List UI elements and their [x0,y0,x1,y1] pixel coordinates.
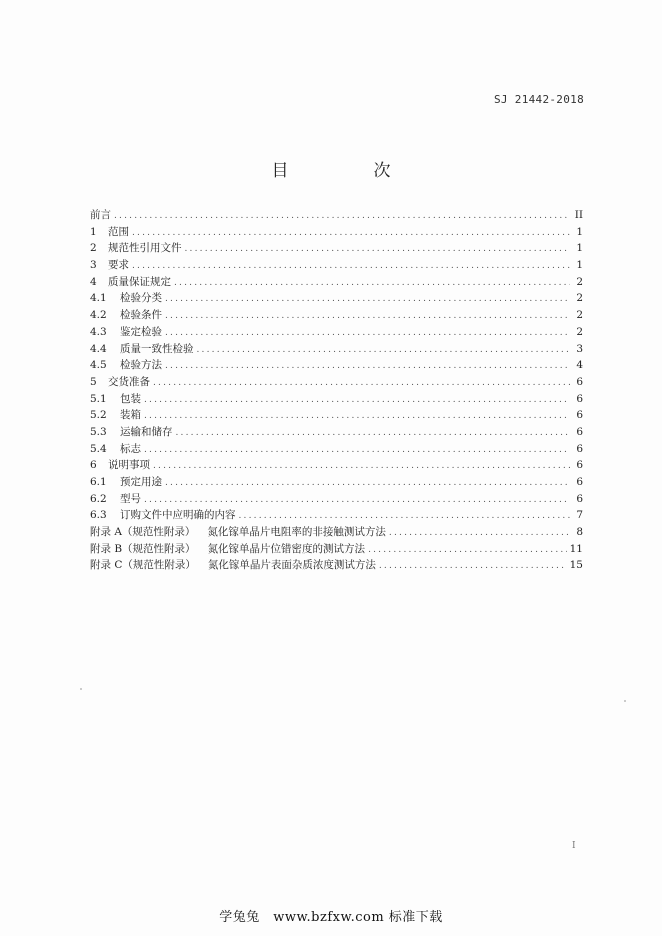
toc-entry-page: 6 [576,392,583,405]
toc-entry-page: 2 [576,325,583,338]
toc-entry-page: 6 [576,442,583,455]
toc-entry[interactable] [90,541,583,558]
toc-entry-title: 氮化镓单晶片位错密度的测试方法 [207,542,366,555]
toc-entry-title: 型号 [120,492,141,505]
toc-entry-page: 6 [576,409,583,422]
scan-speck [80,688,82,690]
toc-leader-dots [165,308,570,325]
toc-entry-page: 2 [576,275,583,288]
toc-entry-title: 要求 [108,259,129,272]
toc-entry[interactable] [90,457,583,474]
toc-leader-dots [185,241,571,258]
toc-entry-title: 检验条件 [120,309,162,322]
toc-entry-number: 6 [90,459,97,472]
toc-entry-number: 附录 B（规范性附录） [90,542,196,555]
toc-entry-title: 鉴定检验 [120,325,162,338]
toc-entry[interactable] [90,257,583,274]
toc-entry-page: 1 [576,225,583,238]
toc-entry-title: 标志 [120,442,141,455]
toc-leader-dots [144,442,570,459]
toc-leader-dots [153,375,570,392]
toc-entry-number: 4.4 [90,342,107,355]
toc-entry-title: 说明事项 [108,459,150,472]
toc-entry[interactable] [90,274,583,291]
toc-entry[interactable] [90,357,583,374]
toc-entry-title: 质量一致性检验 [120,342,194,355]
toc-entry[interactable] [90,224,583,241]
toc-entry-number: 6.1 [90,476,107,488]
toc-entry-number: 5.3 [90,425,107,438]
toc-entry[interactable] [90,557,583,574]
toc-leader-dots [176,425,571,442]
toc-entry-title: 氮化镓单晶片电阻率的非接触测试方法 [207,526,386,539]
toc-entry[interactable] [90,307,583,324]
toc-entry[interactable] [90,474,583,491]
toc-leader-dots [114,208,570,225]
toc-entry-page: 6 [576,375,583,388]
toc-entry-number: 4.1 [90,292,107,305]
toc-entry-page: 1 [576,242,583,255]
toc-entry-page: 7 [576,509,583,522]
toc-leader-dots [132,225,570,242]
toc-entry[interactable] [90,407,583,424]
toc-entry-title: 检验方法 [120,359,162,372]
toc-entry-page: 6 [576,476,583,488]
toc-entry-page: 6 [576,425,583,438]
toc-entry-number: 6.3 [90,509,107,522]
toc-entry[interactable] [90,324,583,341]
toc-entry-number: 5.4 [90,442,107,455]
toc-leader-dots [389,525,570,542]
toc-entry-title: 交货准备 [108,375,150,388]
scan-speck [624,700,626,702]
toc-entry[interactable] [90,374,583,391]
toc-leader-dots [165,291,570,308]
toc-entry-page: 6 [576,459,583,472]
toc-leader-dots [379,558,567,575]
standard-code: SJ 21442-2018 [494,93,584,106]
toc-leader-dots [174,275,570,292]
toc-leader-dots [153,458,570,475]
toc-entry-number: 4.3 [90,325,107,338]
toc-entry[interactable] [90,524,583,541]
toc-entry-title: 运输和储存 [120,425,173,438]
toc-entry-title: 氮化镓单晶片表面杂质浓度测试方法 [207,559,376,572]
toc-entry-number: 5.1 [90,392,107,405]
toc-entry-page: 6 [576,492,583,505]
toc-entry[interactable] [90,207,583,224]
toc-leader-dots [132,258,570,275]
toc-entry-title: 检验分类 [120,292,162,305]
toc-entry-number: 4 [90,275,97,288]
toc-entry[interactable] [90,240,583,257]
toc-entry-page: 1 [576,259,583,272]
toc-entry-title: 前言 [90,209,111,221]
toc-entry-title: 规范性引用文件 [108,242,182,255]
footer-watermark: 学兔兔 www.bzfxw.com 标准下载 [219,910,443,925]
toc-entry-number: 1 [90,225,97,238]
toc-entry-title: 装箱 [120,409,141,422]
toc-entry-page: II [574,209,583,221]
toc-entry-page: 3 [576,342,583,355]
page-number: I [572,841,576,851]
toc-entry-title: 质量保证规定 [108,275,171,288]
toc-entry-page: 2 [576,292,583,305]
toc-entry[interactable] [90,491,583,508]
toc-entry-number: 附录 C（规范性附录） [90,559,196,572]
toc-entry-number: 4.5 [90,359,107,372]
toc-entry[interactable] [90,424,583,441]
toc-entry-number: 5.2 [90,409,107,422]
toc-entry-title: 订购文件中应明确的内容 [120,509,236,522]
toc-leader-dots [165,475,570,492]
toc-leader-dots [197,342,571,359]
toc-entry-page: 2 [576,309,583,322]
toc-entry-page: 4 [576,359,583,372]
toc-leader-dots [239,508,571,525]
toc-entry-page: 8 [576,526,583,539]
toc-leader-dots [144,408,570,425]
toc-entry[interactable] [90,290,583,307]
toc-entry-number: 2 [90,242,97,255]
toc-entry-title: 包装 [120,392,141,405]
toc-leader-dots [144,392,570,409]
toc-leader-dots [368,542,567,559]
toc-entry[interactable] [90,341,583,358]
toc-entry[interactable] [90,441,583,458]
toc-leader-dots [165,325,570,342]
toc-entry-number: 5 [90,375,97,388]
toc-entry-number: 6.2 [90,492,107,505]
toc-entry-number: 3 [90,259,97,272]
toc-entry-title: 范围 [108,225,129,238]
table-of-contents [90,207,583,574]
toc-leader-dots [165,358,570,375]
toc-entry-page: 15 [569,559,583,572]
toc-entry-number: 4.2 [90,309,107,322]
toc-leader-dots [144,492,570,509]
page-title: 目 次 [271,161,425,181]
toc-entry-title: 预定用途 [120,476,162,488]
toc-entry-page: 11 [569,542,583,555]
toc-entry-number: 附录 A（规范性附录） [90,526,196,539]
toc-entry[interactable] [90,391,583,408]
toc-entry[interactable] [90,507,583,524]
